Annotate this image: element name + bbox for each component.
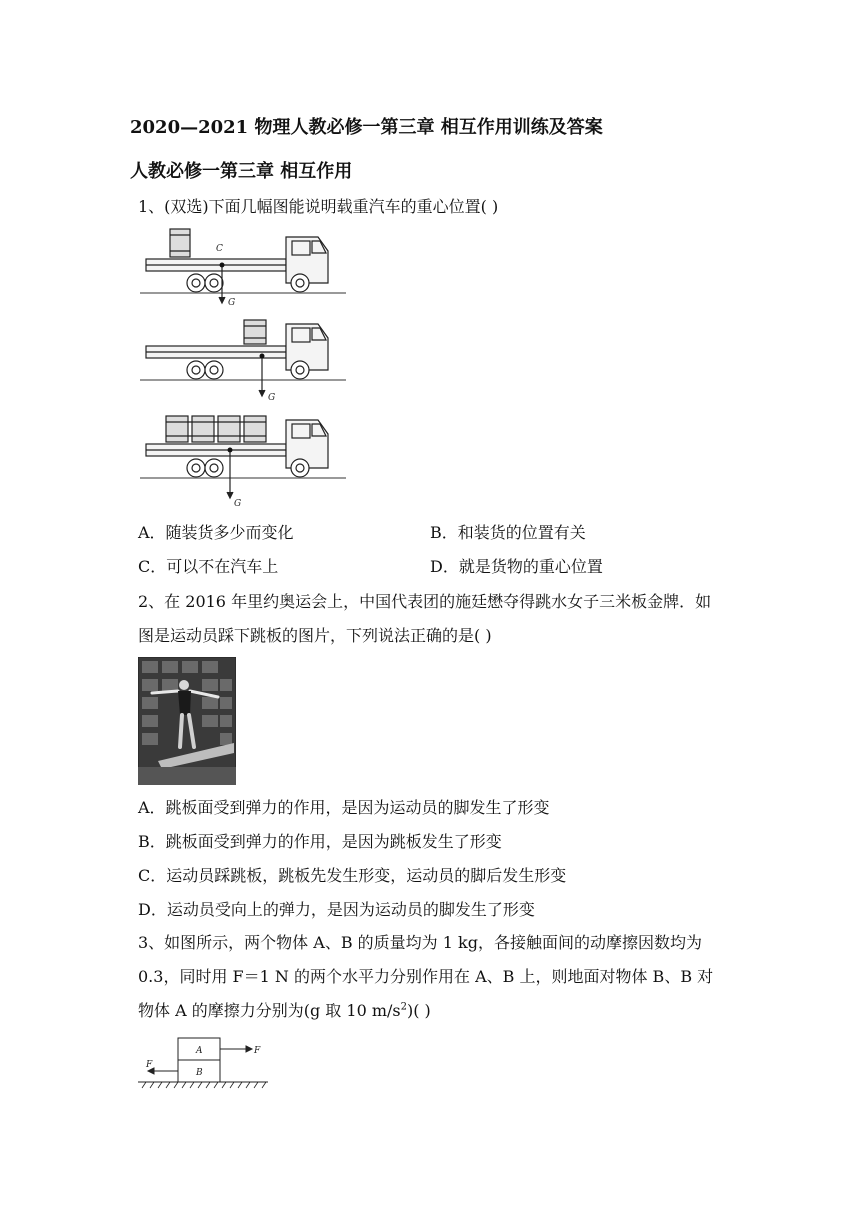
page-title: 2020—2021 物理人教必修一第三章 相互作用训练及答案 [130,117,603,138]
center-of-gravity-label: C [216,244,223,254]
q2-option-b: B．跳板面受到弹力的作用，是因为跳板发生了形变 [138,832,502,851]
q3-stem-line-1: 3、如图所示，两个物体 A、B 的质量均为 1 kg，各接触面间的动摩擦因数均为 [138,933,702,952]
q3-stem-line-3 [138,1001,431,1021]
q3-superscript: 2 [400,1001,407,1013]
q1-option-c: C．可以不在汽车上 [138,557,279,576]
q1-option-b: B．和装货的位置有关 [430,523,586,542]
diver-photo [138,657,236,785]
block-b-label: B [196,1068,203,1078]
q1-stem: 1、(双选)下面几幅图能说明载重汽车的重心位置( ) [138,197,499,216]
gravity-label: G [234,499,242,509]
truck-figure-2 [140,318,346,408]
truck-figure-1 [140,225,346,307]
block-a-label: A [196,1046,203,1056]
q1-option-a: A．随装货多少而变化 [138,523,294,542]
section-heading: 人教必修一第三章 相互作用 [130,161,353,182]
force-right-label: F [254,1046,261,1056]
q3-stem-line-3-post: )( ) [406,1001,431,1020]
q2-option-d: D．运动员受向上的弹力，是因为运动员的脚发生了形变 [138,900,535,919]
q2-option-a: A．跳板面受到弹力的作用，是因为运动员的脚发生了形变 [138,798,550,817]
force-left-label: F [146,1060,153,1070]
gravity-label: G [228,298,236,307]
blocks-figure [138,1034,268,1092]
q2-stem-line-1: 2、在 2016 年里约奥运会上，中国代表团的施廷懋夺得跳水女子三米板金牌．如 [138,592,712,611]
gravity-label: G [268,393,276,403]
q3-stem-line-2: 0.3，同时用 F＝1 N 的两个水平力分别作用在 A、B 上，则地面对物体 B、B 对 [138,967,714,986]
q1-option-d: D．就是货物的重心位置 [430,557,603,576]
q2-option-c: C．运动员踩跳板，跳板先发生形变，运动员的脚后发生形变 [138,866,567,885]
q3-stem-line-3-pre: 物体 A 的摩擦力分别为(g 取 10 m/s [138,1001,401,1020]
truck-figure-3 [140,412,346,510]
q2-stem-line-2: 图是运动员踩下跳板的图片，下列说法正确的是( ) [138,626,492,645]
